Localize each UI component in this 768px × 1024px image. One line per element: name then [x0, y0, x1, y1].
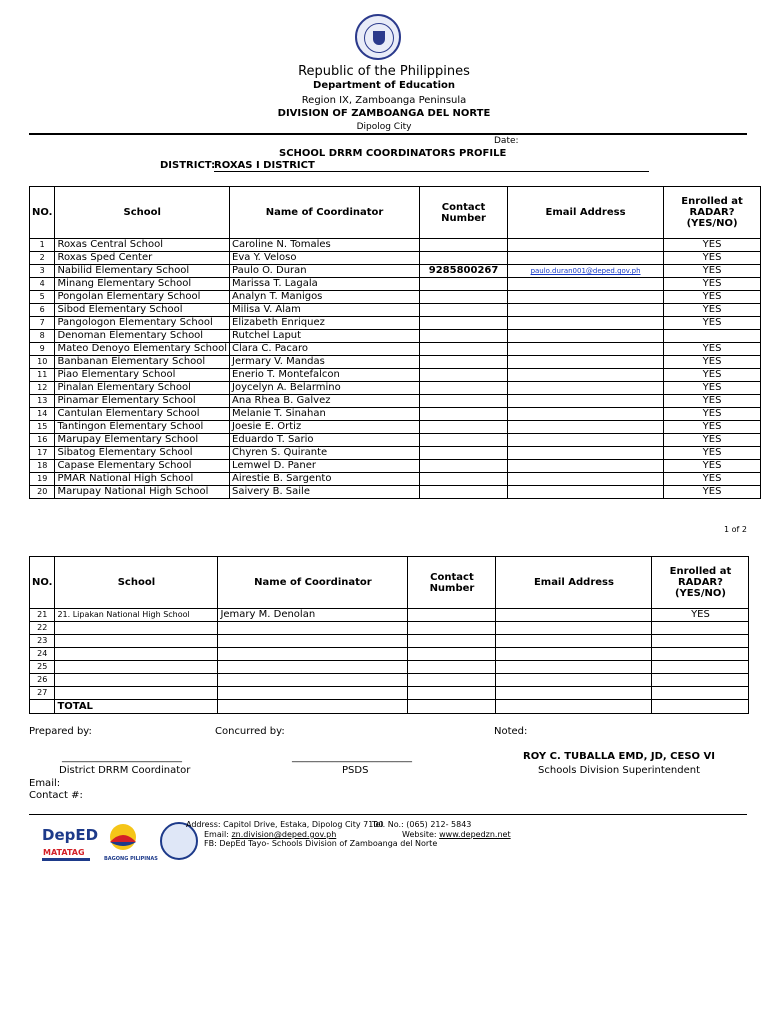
row-email: [508, 330, 664, 343]
row-contact: [408, 661, 496, 674]
row-enrolled: [652, 635, 749, 648]
row-coordinator: [218, 648, 408, 661]
footer-tel: Tel. No.: (065) 212- 5843: [372, 820, 472, 829]
row-contact: [420, 447, 508, 460]
email-label: Email:: [29, 778, 61, 789]
table-row: [30, 291, 761, 304]
row-email: [508, 304, 664, 317]
deped-logo-text: DepED: [42, 826, 99, 844]
table-row: [30, 343, 761, 356]
table-row: [30, 317, 761, 330]
row-enrolled: YES: [652, 609, 749, 622]
row-school: Sibod Elementary School: [55, 304, 230, 317]
table-row: [30, 330, 761, 343]
table-row: [30, 421, 761, 434]
row-coordinator: Rutchel Laput: [230, 330, 420, 343]
row-contact: [420, 408, 508, 421]
row-coordinator: Chyren S. Quirante: [230, 447, 420, 460]
row-enrolled: [652, 648, 749, 661]
table-row: [30, 447, 761, 460]
footer-email-link[interactable]: zn.division@deped.gov.ph: [231, 830, 337, 839]
total-cell: [496, 700, 652, 714]
row-enrolled: YES: [664, 356, 761, 369]
row-coordinator: Joesie E. Ortiz: [230, 421, 420, 434]
row-school: Pinamar Elementary School: [55, 395, 230, 408]
total-row: [30, 700, 749, 714]
table-row: [30, 395, 761, 408]
col-no: NO.: [30, 557, 55, 609]
row-no: 21: [30, 609, 55, 622]
concurred-by-label: Concurred by:: [215, 726, 285, 737]
district-value: ROXAS I DISTRICT: [214, 160, 649, 172]
row-coordinator: Jermary V. Mandas: [230, 356, 420, 369]
table-row: [30, 356, 761, 369]
address-text: Capitol Drive, Estaka, Dipolog City 7100: [223, 820, 384, 829]
row-enrolled: [664, 330, 761, 343]
col-coordinator: Name of Coordinator: [218, 557, 408, 609]
row-enrolled: YES: [664, 343, 761, 356]
col-email: Email Address: [508, 187, 664, 239]
row-no: 27: [30, 687, 55, 700]
deped-logo: [42, 826, 98, 844]
row-enrolled: YES: [664, 408, 761, 421]
row-enrolled: YES: [664, 239, 761, 252]
city-line: Dipolog City: [356, 122, 412, 132]
row-contact: [408, 622, 496, 635]
table-row: [30, 622, 749, 635]
row-no: 17: [30, 447, 55, 460]
row-enrolled: YES: [664, 447, 761, 460]
row-no: 10: [30, 356, 55, 369]
bagong-pilipinas-text: BAGONG PILIPINAS: [104, 856, 158, 862]
row-enrolled: [652, 622, 749, 635]
signature-line-2: ________________________: [292, 752, 412, 763]
row-coordinator: Joycelyn A. Belarmino: [230, 382, 420, 395]
table-row: [30, 661, 749, 674]
row-contact: [420, 278, 508, 291]
row-email: [496, 635, 652, 648]
matatag-bar-icon: [42, 858, 90, 861]
row-email: [508, 395, 664, 408]
row-school: Marupay Elementary School: [55, 434, 230, 447]
footer-fb: FB: DepEd Tayo- Schools Division of Zamboanga del Norte: [204, 839, 438, 848]
row-school: Pangologon Elementary School: [55, 317, 230, 330]
row-school: Tantingon Elementary School: [55, 421, 230, 434]
row-contact: [420, 421, 508, 434]
row-contact: [420, 291, 508, 304]
row-contact: [420, 473, 508, 486]
page-indicator: 1 of 2: [724, 525, 747, 534]
row-contact: [420, 382, 508, 395]
row-contact: [420, 343, 508, 356]
row-enrolled: YES: [664, 382, 761, 395]
col-school: School: [55, 187, 230, 239]
row-coordinator: Analyn T. Manigos: [230, 291, 420, 304]
row-school: Mateo Denoyo Elementary School: [55, 343, 230, 356]
footer-address: [186, 820, 384, 830]
row-enrolled: YES: [664, 369, 761, 382]
row-enrolled: YES: [664, 304, 761, 317]
signature-line-1: ________________________: [62, 752, 182, 763]
row-enrolled: YES: [664, 421, 761, 434]
row-school: Marupay National High School: [55, 486, 230, 499]
row-no: 12: [30, 382, 55, 395]
row-email: [508, 473, 664, 486]
row-coordinator: Marissa T. Lagala: [230, 278, 420, 291]
table-row: [30, 304, 761, 317]
row-school: PMAR National High School: [55, 473, 230, 486]
row-no: 24: [30, 648, 55, 661]
row-enrolled: YES: [664, 317, 761, 330]
row-contact: 9285800267: [420, 265, 508, 278]
form-title: SCHOOL DRRM COORDINATORS PROFILE: [279, 148, 507, 159]
row-coordinator: Enerio T. Montefalcon: [230, 369, 420, 382]
coordinators-table-continued: [29, 556, 749, 714]
row-coordinator: Saivery B. Saile: [230, 486, 420, 499]
total-cell: [218, 700, 408, 714]
row-no: 20: [30, 486, 55, 499]
republic-line: Republic of the Philippines: [298, 64, 470, 79]
row-coordinator: Eva Y. Veloso: [230, 252, 420, 265]
total-label: TOTAL: [55, 700, 218, 714]
row-contact: [420, 460, 508, 473]
row-no: 25: [30, 661, 55, 674]
footer-divider: [29, 814, 747, 815]
row-email: [508, 317, 664, 330]
row-enrolled: YES: [664, 434, 761, 447]
matatag-logo: MATATAG: [43, 848, 85, 857]
department-line: Department of Education: [313, 80, 455, 91]
row-contact: [408, 674, 496, 687]
table-row: [30, 674, 749, 687]
row-email: [508, 291, 664, 304]
row-school: Minang Elementary School: [55, 278, 230, 291]
table-row: [30, 408, 761, 421]
total-no-cell: [30, 700, 55, 714]
row-no: 6: [30, 304, 55, 317]
col-contact: Contact Number: [408, 557, 496, 609]
table-row: [30, 382, 761, 395]
row-school: Pinalan Elementary School: [55, 382, 230, 395]
address-label: Address:: [186, 820, 221, 829]
col-enrolled: Enrolled at RADAR? (YES/NO): [664, 187, 761, 239]
table-row: [30, 609, 749, 622]
col-no: NO.: [30, 187, 55, 239]
row-coordinator: Ana Rhea B. Galvez: [230, 395, 420, 408]
coordinators-table: [29, 186, 761, 499]
row-email: [508, 343, 664, 356]
row-school: 21. Lipakan National High School: [55, 609, 218, 622]
footer-email-label: Email:: [204, 830, 229, 839]
table-row: [30, 460, 761, 473]
row-no: 7: [30, 317, 55, 330]
row-no: 5: [30, 291, 55, 304]
row-school: Capase Elementary School: [55, 460, 230, 473]
row-email: [508, 434, 664, 447]
row-coordinator: [218, 674, 408, 687]
row-contact: [420, 486, 508, 499]
row-school: [55, 687, 218, 700]
row-no: 14: [30, 408, 55, 421]
row-no: 13: [30, 395, 55, 408]
col-email: Email Address: [496, 557, 652, 609]
row-email: [496, 622, 652, 635]
row-contact: [408, 635, 496, 648]
row-email: [508, 447, 664, 460]
row-enrolled: YES: [664, 460, 761, 473]
table-row: [30, 473, 761, 486]
row-school: [55, 622, 218, 635]
row-contact: [420, 395, 508, 408]
psds-role: PSDS: [342, 765, 369, 776]
row-school: Pongolan Elementary School: [55, 291, 230, 304]
row-enrolled: [652, 661, 749, 674]
row-contact: [420, 330, 508, 343]
table-row: [30, 687, 749, 700]
col-enrolled: Enrolled at RADAR? (YES/NO): [652, 557, 749, 609]
row-no: 22: [30, 622, 55, 635]
row-coordinator: Melanie T. Sinahan: [230, 408, 420, 421]
region-line: Region IX, Zamboanga Peninsula: [301, 95, 467, 106]
row-no: 3: [30, 265, 55, 278]
row-no: 1: [30, 239, 55, 252]
row-contact: [420, 356, 508, 369]
row-no: 9: [30, 343, 55, 356]
row-coordinator: Jemary M. Denolan: [218, 609, 408, 622]
col-coordinator: Name of Coordinator: [230, 187, 420, 239]
superintendent-role: Schools Division Superintendent: [538, 765, 700, 776]
row-enrolled: YES: [664, 252, 761, 265]
row-enrolled: YES: [664, 486, 761, 499]
row-coordinator: Clara C. Pacaro: [230, 343, 420, 356]
row-email: [508, 369, 664, 382]
superintendent-name: ROY C. TUBALLA EMD, JD, CESO VI: [523, 751, 715, 762]
row-school: [55, 674, 218, 687]
table-row: [30, 239, 761, 252]
row-email: [508, 239, 664, 252]
col-contact: Contact Number: [420, 187, 508, 239]
row-coordinator: Paulo O. Duran: [230, 265, 420, 278]
row-coordinator: Elizabeth Enriquez: [230, 317, 420, 330]
table-row: [30, 635, 749, 648]
division-line: DIVISION OF ZAMBOANGA DEL NORTE: [277, 108, 491, 119]
row-school: Sibatog Elementary School: [55, 447, 230, 460]
row-email: [508, 421, 664, 434]
row-school: Roxas Sped Center: [55, 252, 230, 265]
row-contact: [420, 317, 508, 330]
row-school: Denoman Elementary School: [55, 330, 230, 343]
table-row: [30, 486, 761, 499]
row-contact: [408, 609, 496, 622]
row-no: 23: [30, 635, 55, 648]
row-contact: [420, 239, 508, 252]
row-email: [508, 408, 664, 421]
row-school: Nabilid Elementary School: [55, 265, 230, 278]
row-contact: [420, 434, 508, 447]
row-contact: [420, 304, 508, 317]
row-coordinator: Milisa V. Alam: [230, 304, 420, 317]
row-enrolled: YES: [664, 473, 761, 486]
row-email: [508, 382, 664, 395]
table-row: [30, 252, 761, 265]
total-cell: [652, 700, 749, 714]
row-no: 8: [30, 330, 55, 343]
row-school: [55, 648, 218, 661]
district-label: DISTRICT:: [160, 160, 216, 171]
table-row: [30, 648, 749, 661]
row-coordinator: Caroline N. Tomales: [230, 239, 420, 252]
row-no: 2: [30, 252, 55, 265]
row-school: [55, 661, 218, 674]
row-no: 11: [30, 369, 55, 382]
row-email: [496, 674, 652, 687]
row-email: [496, 661, 652, 674]
row-email: [508, 278, 664, 291]
row-no: 26: [30, 674, 55, 687]
website-link[interactable]: www.depedzn.net: [439, 830, 511, 839]
row-enrolled: [652, 687, 749, 700]
col-school: School: [55, 557, 218, 609]
row-coordinator: [218, 622, 408, 635]
row-coordinator: Airestie B. Sargento: [230, 473, 420, 486]
header-divider: [29, 133, 747, 135]
row-contact: [408, 648, 496, 661]
noted-label: Noted:: [494, 726, 528, 737]
row-email[interactable]: paulo.duran001@deped.gov.ph: [508, 265, 664, 278]
row-no: 4: [30, 278, 55, 291]
district-coordinator-role: District DRRM Coordinator: [59, 765, 191, 776]
row-enrolled: YES: [664, 291, 761, 304]
row-contact: [408, 687, 496, 700]
row-email: [496, 648, 652, 661]
row-coordinator: Eduardo T. Sario: [230, 434, 420, 447]
website-label: Website:: [402, 830, 437, 839]
contact-label: Contact #:: [29, 790, 83, 801]
row-school: Roxas Central School: [55, 239, 230, 252]
deped-seal-icon: [355, 14, 401, 60]
row-coordinator: Lemwel D. Paner: [230, 460, 420, 473]
date-label: Date:: [494, 136, 519, 146]
row-enrolled: YES: [664, 278, 761, 291]
table-row: [30, 434, 761, 447]
row-enrolled: YES: [664, 395, 761, 408]
row-enrolled: YES: [664, 265, 761, 278]
row-email: [508, 460, 664, 473]
row-no: 18: [30, 460, 55, 473]
row-email: [508, 252, 664, 265]
table-row: [30, 369, 761, 382]
row-no: 16: [30, 434, 55, 447]
row-school: Cantulan Elementary School: [55, 408, 230, 421]
row-email: [508, 356, 664, 369]
row-school: [55, 635, 218, 648]
row-coordinator: [218, 635, 408, 648]
row-school: Banbanan Elementary School: [55, 356, 230, 369]
total-cell: [408, 700, 496, 714]
prepared-by-label: Prepared by:: [29, 726, 92, 737]
bagong-pilipinas-logo-icon: [104, 820, 142, 854]
row-email: [496, 687, 652, 700]
row-no: 15: [30, 421, 55, 434]
row-school: Piao Elementary School: [55, 369, 230, 382]
table-row: [30, 278, 761, 291]
row-contact: [420, 369, 508, 382]
row-coordinator: [218, 661, 408, 674]
row-no: 19: [30, 473, 55, 486]
row-email: [496, 609, 652, 622]
row-contact: [420, 252, 508, 265]
row-coordinator: [218, 687, 408, 700]
row-email: [508, 486, 664, 499]
row-enrolled: [652, 674, 749, 687]
table-row: [30, 265, 761, 278]
